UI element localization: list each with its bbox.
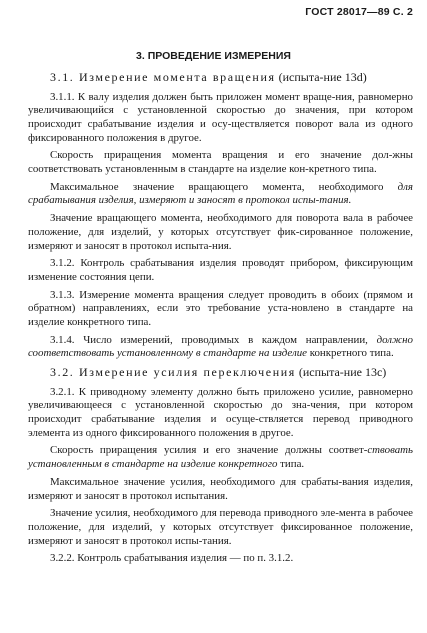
subsection-heading-3-1: 3.1. Измерение момента вращения (испыта-ние 13d): [50, 70, 367, 84]
paragraph-3-2-2: 3.2.2. Контроль срабатывания изделия — по п. 3.1.2.: [50, 552, 294, 565]
paragraph-force-rate: Скорость приращения усилия и его значение должны соответ-ствовать установленным в стандарте на изделие конкретного типа.: [28, 444, 413, 471]
paragraph-max-force: Максимальное значение усилия, необходимого для срабаты-вания изделия, измеряют и заносят в протокол испытания.: [28, 475, 413, 502]
paragraph-working-torque: Значение вращающего момента, необходимого для поворота вала в рабочее положение, для изделий, у которых отсутствует фик-сированное положение, измеряют и заносят в протокол испыта-ния.: [28, 212, 413, 252]
paragraph-working-force: Значение усилия, необходимого для перевода приводного эле-мента в рабочее положение, для изделий, у которых отсутствует фиксированное положение, измеряют и заносят в протокол испы-тания.: [28, 507, 413, 547]
document-body: [28, 70, 413, 570]
subsection-heading-3-2: 3.2. Измерение усилия переключения (испыта-ние 13с): [50, 365, 387, 380]
paragraph-3-2-1: 3.2.1. К приводному элементу должно быть приложено усилие, равномерно увеличивающееся с установленной скоростью до зна-чения, при котором происходит срабатывание изделия и осуще-ствляется перевод приводного элемента из одного фиксированного положения в другое.: [28, 385, 413, 439]
page-header: ГОСТ 28017—89 С. 2: [305, 6, 413, 18]
paragraph-3-1-3: 3.1.3. Измерение момента вращения следует проводить в обоих (прямом и обратном) направлениях, если это требование уста-новлено в стандарте на изделие конкретного типа.: [28, 288, 413, 329]
paragraph-torque-rate: Скорость приращения момента вращения и его значение дол-жны соответствовать установленным в стандарте на изделие кон-кретного типа.: [28, 149, 413, 176]
paragraph-3-1-2: 3.1.2. Контроль срабатывания изделия проводят прибором, фиксирующим изменение состояния цепи.: [28, 257, 413, 283]
paragraph-3-1-1: 3.1.1. К валу изделия должен быть приложен момент враще-ния, равномерно увеличивающийся с установленной скоростью до значения, при котором происходит срабатывание изделия и осу-ществляется поворот вала из одного фиксированного положения в другое.: [28, 90, 413, 144]
paragraph-3-1-4: 3.1.4. Число измерений, проводимых в каждом направлении, должно соответствовать установленному в стандарте на изделие конкретного типа.: [28, 333, 413, 360]
section-title: 3. ПРОВЕДЕНИЕ ИЗМЕРЕНИЯ: [136, 50, 291, 62]
paragraph-max-torque: Максимальное значение вращающего момента, необходимого для срабатывания изделия, измеряют и заносят в протокол испы-тания.: [28, 180, 413, 207]
